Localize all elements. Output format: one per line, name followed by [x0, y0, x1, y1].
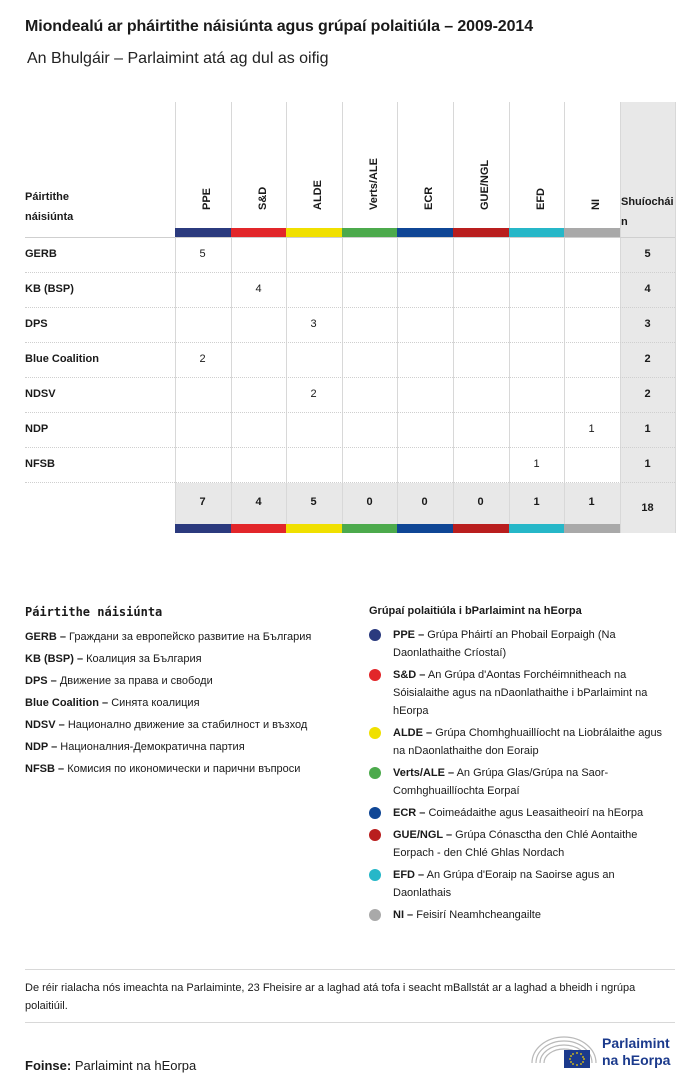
party-name: Коалиция за България	[86, 653, 202, 665]
group-color-bar	[175, 228, 231, 237]
party-name: Граждани за европейско развитие на България	[69, 631, 312, 643]
table-cell: 5	[199, 248, 206, 260]
group-header-label: PPE	[200, 187, 213, 210]
source-label: Foinse:	[25, 1058, 72, 1073]
group-color-bar	[342, 524, 398, 533]
group-header-label: S&D	[256, 186, 269, 210]
group-header-6	[509, 102, 564, 220]
group-total-cell: 4	[255, 496, 262, 508]
group-color-bar	[509, 228, 565, 237]
page-title: Miondealú ar pháirtithe náisiúnta agus grúpaí polaitiúla – 2009-2014	[25, 18, 533, 35]
logo-line-2: na hEorpa	[602, 1052, 671, 1068]
group-legend-item	[369, 764, 675, 800]
group-color-dot-icon	[369, 669, 381, 681]
party-abbr: Blue Coalition –	[25, 697, 109, 709]
group-header-label: GUE/NGL	[478, 159, 491, 210]
group-color-bar	[397, 228, 453, 237]
source-line	[25, 1058, 196, 1073]
row-divider	[25, 272, 675, 273]
group-header-4	[397, 102, 452, 220]
group-abbr: ECR –	[393, 807, 426, 819]
party-legend-item	[25, 648, 355, 670]
page-subtitle: An Bhulgáir – Parlaimint atá ag dul as oifig	[27, 50, 329, 67]
row-divider	[25, 482, 675, 483]
group-color-bar	[286, 524, 342, 533]
party-legend-item	[25, 692, 355, 714]
party-name: Националния-Демократична партия	[60, 741, 245, 753]
group-color-bar	[231, 228, 287, 237]
group-name: Grúpa Chomhghuaillíocht na Liobrálaithe agus na nDaonlathaithe don Eoraip	[393, 727, 663, 757]
column-divider	[675, 102, 676, 533]
group-abbr: EFD –	[393, 869, 425, 881]
row-divider	[25, 412, 675, 413]
party-legend-item	[25, 758, 355, 780]
divider	[25, 969, 675, 970]
group-header-0	[175, 102, 230, 220]
group-header-label: ALDE	[311, 180, 324, 210]
logo-line-1: Parlaimint	[602, 1035, 670, 1051]
party-legend-item	[25, 736, 355, 758]
logo-wordmark	[602, 1035, 670, 1069]
group-color-bar	[286, 228, 342, 237]
party-legend-item	[25, 626, 355, 648]
group-total-cell: 1	[533, 496, 540, 508]
group-color-bar	[397, 524, 453, 533]
hemicycle-icon	[530, 1033, 598, 1071]
party-row-label: DPS	[25, 318, 48, 330]
group-abbr: ALDE –	[393, 727, 433, 739]
party-legend-item	[25, 714, 355, 736]
group-color-bar	[453, 228, 509, 237]
party-row-label: Blue Coalition	[25, 353, 99, 365]
group-legend-item	[369, 866, 675, 902]
table-cell: 1	[588, 423, 595, 435]
party-legend	[25, 605, 355, 780]
group-name: An Grúpa Glas/Grúpa na Saor-Comhghuaillíochta Eorpaí	[393, 767, 609, 797]
row-divider	[25, 307, 675, 308]
group-abbr: NI –	[393, 909, 414, 921]
group-header-label: Verts/ALE	[367, 158, 380, 210]
group-abbr: PPE –	[393, 629, 425, 641]
row-divider	[25, 447, 675, 448]
row-divider	[25, 377, 675, 378]
party-legend-title: Páirtithe náisiúnta	[25, 605, 163, 619]
group-legend-item	[369, 626, 675, 662]
group-name: Grúpa Pháirtí an Phobail Eorpaigh (Na Daonlathaithe Críostaí)	[393, 629, 616, 659]
group-total-cell: 7	[199, 496, 206, 508]
group-legend-title: Grúpaí polaitiúla i bParlaimint na hEorpa	[369, 605, 582, 617]
party-row-label: NFSB	[25, 458, 55, 470]
group-color-bar	[231, 524, 287, 533]
group-color-bar	[564, 228, 620, 237]
group-name: Feisirí Neamhcheangailte	[416, 909, 541, 921]
group-legend-item	[369, 724, 675, 760]
party-legend-item	[25, 670, 355, 692]
party-name: Синята коалиция	[111, 697, 200, 709]
table-cell: 4	[255, 283, 262, 295]
group-total-cell: 5	[310, 496, 317, 508]
party-abbr: NDSV –	[25, 719, 65, 731]
group-name: An Grúpa d'Eoraip na Saoirse agus an Daonlathais	[393, 869, 615, 899]
composition-table	[25, 102, 675, 533]
group-abbr: Verts/ALE –	[393, 767, 455, 779]
party-seats-total: 2	[644, 388, 651, 400]
group-legend	[369, 605, 675, 928]
group-abbr: GUE/NGL –	[393, 829, 453, 841]
group-header-label: ECR	[422, 186, 435, 210]
party-name: Комисия по икономически и парични въпроси	[67, 763, 301, 775]
row-header: Páirtithe náisiúnta	[25, 191, 74, 223]
seats-header: Shuíocháin	[621, 196, 674, 228]
group-legend-item	[369, 906, 675, 924]
group-color-bar	[564, 524, 620, 533]
party-seats-total: 4	[644, 283, 651, 295]
table-cell: 2	[310, 388, 317, 400]
group-header-3	[342, 102, 397, 220]
party-name: Национално движение за стабилност и възход	[67, 719, 308, 731]
group-name: Grúpa Cónasctha den Chlé Aontaithe Eorpach - den Chlé Ghlas Nordach	[393, 829, 638, 859]
group-name: Coimeádaithe agus Leasaitheoirí na hEorpa	[428, 807, 644, 819]
row-divider	[25, 342, 675, 343]
group-color-dot-icon	[369, 807, 381, 819]
party-abbr: NFSB –	[25, 763, 65, 775]
group-color-bar	[453, 524, 509, 533]
group-color-bar	[509, 524, 565, 533]
footnote: De réir rialacha nós imeachta na Parlaiminte, 23 Fheisire ar a laghad atá tofa i seacht mBallstát ar a laghad a bheidh i ngrúpa polaitiúil.	[25, 982, 636, 1012]
group-total-cell: 0	[366, 496, 373, 508]
table-cell: 2	[199, 353, 206, 365]
party-abbr: KB (BSP) –	[25, 653, 84, 665]
party-seats-total: 1	[644, 423, 651, 435]
party-seats-total: 5	[644, 248, 651, 260]
group-total-cell: 0	[477, 496, 484, 508]
group-color-bar	[175, 524, 231, 533]
row-divider	[25, 237, 675, 238]
group-color-dot-icon	[369, 829, 381, 841]
divider	[25, 1022, 675, 1023]
group-legend-item	[369, 826, 675, 862]
group-color-bar	[342, 228, 398, 237]
group-total-cell: 1	[588, 496, 595, 508]
group-legend-item	[369, 804, 675, 822]
group-header-1	[231, 102, 286, 220]
group-name: An Grúpa d'Aontas Forchéimnitheach na Sóisialaithe agus na nDaonlathaithe i bParlaimint na hEorpa	[393, 669, 648, 717]
group-total-cell: 0	[421, 496, 428, 508]
party-row-label: NDSV	[25, 388, 56, 400]
group-header-2	[286, 102, 341, 220]
group-legend-item	[369, 666, 675, 720]
group-abbr: S&D –	[393, 669, 426, 681]
group-header-5	[453, 102, 508, 220]
group-color-dot-icon	[369, 909, 381, 921]
table-cell: 3	[310, 318, 317, 330]
group-header-7	[564, 102, 619, 220]
parliament-logo	[530, 1033, 680, 1075]
group-header-label: EFD	[534, 188, 547, 210]
party-name: Движение за права и свободи	[59, 675, 213, 687]
party-seats-total: 3	[644, 318, 651, 330]
group-color-dot-icon	[369, 629, 381, 641]
group-color-dot-icon	[369, 869, 381, 881]
party-abbr: NDP –	[25, 741, 58, 753]
party-row-label: GERB	[25, 248, 57, 260]
party-abbr: DPS –	[25, 675, 57, 687]
party-seats-total: 2	[644, 353, 651, 365]
group-header-label: NI	[589, 199, 602, 210]
party-row-label: NDP	[25, 423, 49, 435]
source-text: Parlaimint na hEorpa	[74, 1058, 197, 1073]
group-color-dot-icon	[369, 767, 381, 779]
table-cell: 1	[533, 458, 540, 470]
group-color-dot-icon	[369, 727, 381, 739]
grand-total: 18	[641, 502, 654, 514]
party-abbr: GERB –	[25, 631, 66, 643]
party-row-label: KB (BSP)	[25, 283, 74, 295]
party-seats-total: 1	[644, 458, 651, 470]
